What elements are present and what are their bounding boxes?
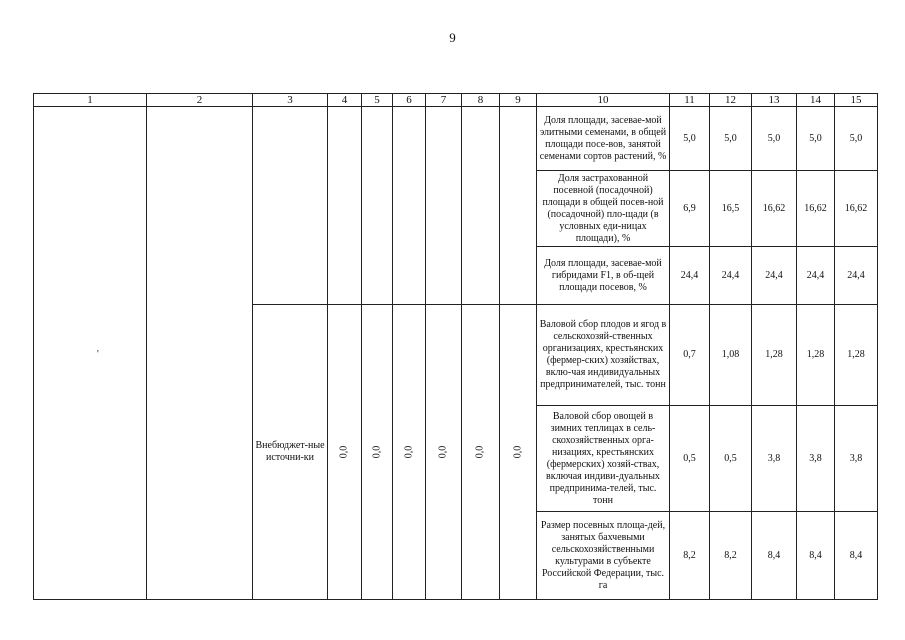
value-cell: 16,62 xyxy=(835,171,878,247)
column-header-6: 6 xyxy=(393,94,426,107)
table-row xyxy=(34,107,878,171)
column-header-7: 7 xyxy=(426,94,462,107)
value-cell: 5,0 xyxy=(710,107,752,171)
column-3-cell xyxy=(253,107,328,305)
value-cell: 5,0 xyxy=(670,107,710,171)
funding-value-col-6: 0,0 xyxy=(393,305,426,600)
indicator-name: Доля площади, засевае-мой элитными семенами, в общей площади посе-вов, занятой семенами сортов растений, % xyxy=(537,107,670,171)
value-cell: 1,28 xyxy=(752,305,797,406)
value-cell: 5,0 xyxy=(797,107,835,171)
value-cell: 8,4 xyxy=(835,512,878,600)
column-header-15: 15 xyxy=(835,94,878,107)
value-cell: 3,8 xyxy=(797,406,835,512)
value-cell: 24,4 xyxy=(710,247,752,305)
column-header-13: 13 xyxy=(752,94,797,107)
value-cell: 0,5 xyxy=(670,406,710,512)
value-cell: 3,8 xyxy=(835,406,878,512)
column-7-cell xyxy=(426,107,462,305)
column-header-4: 4 xyxy=(328,94,362,107)
column-5-cell xyxy=(362,107,393,305)
indicator-name: Размер посевных площа-дей, занятых бахчевыми сельскохозяйственными культурами в субъекте Российской Федерации, тыс. га xyxy=(537,512,670,600)
value-cell: 24,4 xyxy=(670,247,710,305)
value-cell: 5,0 xyxy=(752,107,797,171)
value-cell: 8,4 xyxy=(797,512,835,600)
value-cell: 0,5 xyxy=(710,406,752,512)
column-header-1: 1 xyxy=(34,94,147,107)
column-2-cell xyxy=(147,107,253,600)
value-cell: 6,9 xyxy=(670,171,710,247)
value-cell: 8,2 xyxy=(670,512,710,600)
value-cell: 8,4 xyxy=(752,512,797,600)
value-cell: 24,4 xyxy=(752,247,797,305)
value-cell: 5,0 xyxy=(835,107,878,171)
value-cell: 0,7 xyxy=(670,305,710,406)
column-header-10: 10 xyxy=(537,94,670,107)
column-header-9: 9 xyxy=(500,94,537,107)
value-cell: 1,08 xyxy=(710,305,752,406)
value-cell: 8,2 xyxy=(710,512,752,600)
column-9-cell xyxy=(500,107,537,305)
value-cell: 24,4 xyxy=(835,247,878,305)
stray-mark: ' xyxy=(97,349,99,360)
funding-value-col-7: 0,0 xyxy=(426,305,462,600)
column-header-3: 3 xyxy=(253,94,328,107)
indicators-table xyxy=(33,93,878,600)
value-cell: 3,8 xyxy=(752,406,797,512)
page-number: 9 xyxy=(449,30,456,45)
value-cell: 1,28 xyxy=(835,305,878,406)
column-header-2: 2 xyxy=(147,94,253,107)
column-number-row xyxy=(34,94,878,107)
column-header-11: 11 xyxy=(670,94,710,107)
column-header-12: 12 xyxy=(710,94,752,107)
column-header-8: 8 xyxy=(462,94,500,107)
column-header-5: 5 xyxy=(362,94,393,107)
column-6-cell xyxy=(393,107,426,305)
funding-value-col-5: 0,0 xyxy=(362,305,393,600)
column-4-cell xyxy=(328,107,362,305)
indicator-name: Доля площади, засевае-мой гибридами F1, в об-щей площади посевов, % xyxy=(537,247,670,305)
value-cell: 24,4 xyxy=(797,247,835,305)
funding-source: Внебюджет-ные источни-ки xyxy=(253,305,328,600)
value-cell: 16,5 xyxy=(710,171,752,247)
column-1-cell xyxy=(34,107,147,600)
value-cell: 16,62 xyxy=(752,171,797,247)
indicator-name: Валовой сбор овощей в зимних теплицах в сель-скохозяйственных орга-низациях, крестьянских (фермерских) хозяй-ствах, включая индиви-дуальных предпринима-телей, тыс. тонн xyxy=(537,406,670,512)
funding-value-col-8: 0,0 xyxy=(462,305,500,600)
funding-value-col-4: 0,0 xyxy=(328,305,362,600)
funding-value-col-9: 0,0 xyxy=(500,305,537,600)
value-cell: 16,62 xyxy=(797,171,835,247)
indicator-name: Валовой сбор плодов и ягод в сельскохозяй-ственных организациях, крестьянских (фермер-ских) хозяйствах, вклю-чая индивидуальных предпринимателей, тыс. тонн xyxy=(537,305,670,406)
column-8-cell xyxy=(462,107,500,305)
column-header-14: 14 xyxy=(797,94,835,107)
indicator-name: Доля застрахованной посевной (посадочной) площади в общей посев-ной (посадочной) пло-щади (в условных еди-ницах площади), % xyxy=(537,171,670,247)
value-cell: 1,28 xyxy=(797,305,835,406)
